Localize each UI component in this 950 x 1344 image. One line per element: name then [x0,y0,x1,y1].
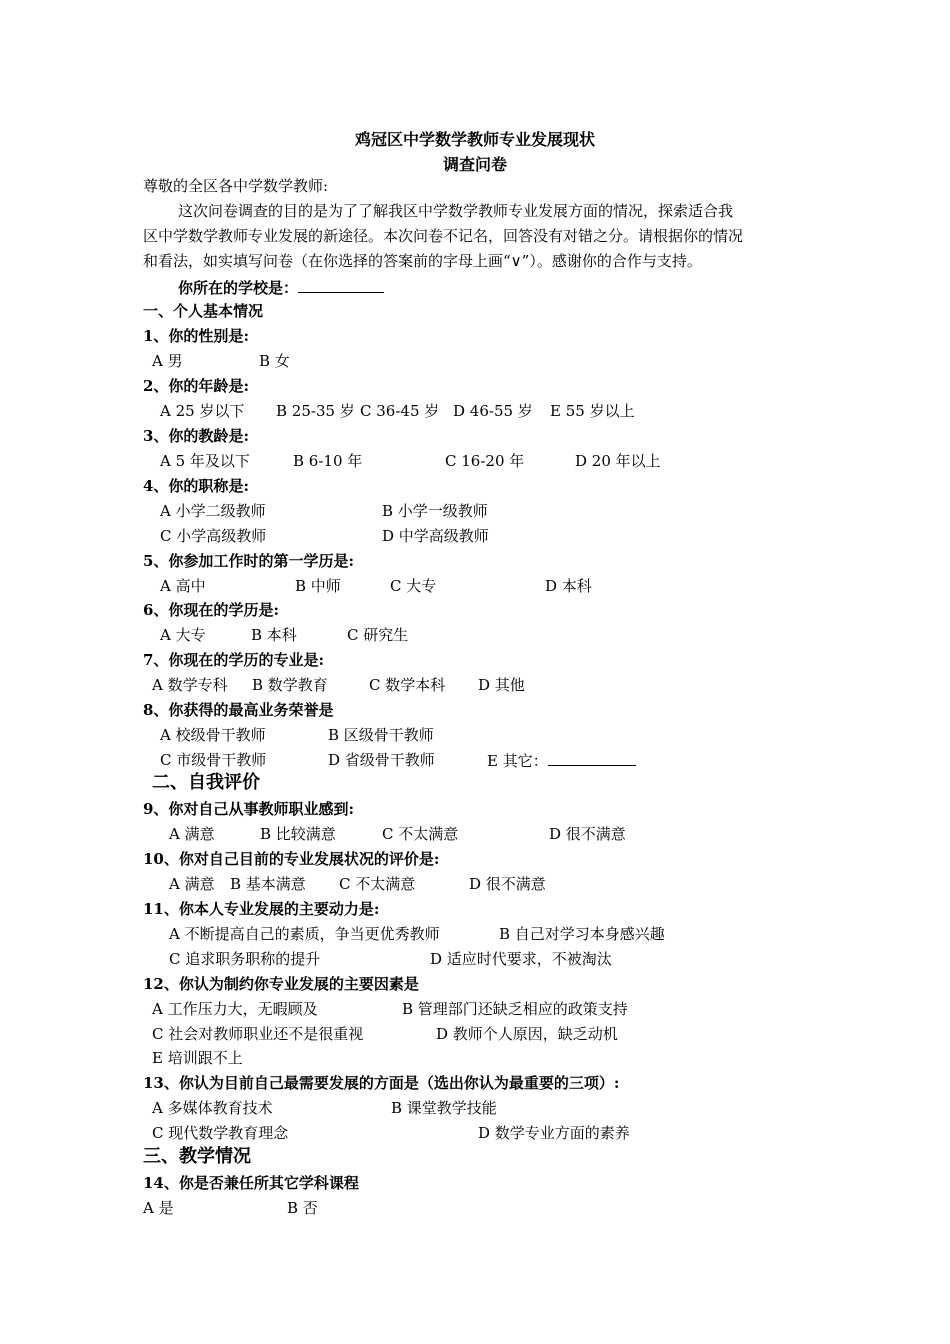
section-2-heading: 二、自我评价 [152,772,260,793]
q9-option-d[interactable]: D 很不满意 [549,825,626,843]
question-14: 14、你是否兼任所其它学科课程 [143,1174,359,1192]
q5-option-a[interactable]: A 高中 [160,577,206,595]
q8-option-c[interactable]: C 市级骨干教师 [160,751,267,769]
q5-option-c[interactable]: C 大专 [390,577,437,595]
q5-option-b[interactable]: B 中师 [295,577,341,595]
question-1: 1、你的性别是: [143,327,249,345]
question-9: 9、你对自己从事教师职业感到: [143,800,354,818]
q3-option-d[interactable]: D 20 年以上 [575,452,661,470]
q6-option-c[interactable]: C 研究生 [347,626,409,644]
section-3-heading: 三、教学情况 [143,1146,251,1167]
q2-option-e[interactable]: E 55 岁以上 [550,402,635,420]
q11-option-d[interactable]: D 适应时代要求，不被淘汰 [430,950,612,968]
q12-option-b[interactable]: B 管理部门还缺乏相应的政策支持 [402,1000,628,1018]
q6-option-a[interactable]: A 大专 [160,626,206,644]
intro-line-2: 区中学数学教师专业发展的新途径。本次问卷不记名，回答没有对错之分。请根据你的情况 [143,227,744,245]
q2-option-c[interactable]: C 36-45 岁 [360,402,440,420]
question-7: 7、你现在的学历的专业是: [143,651,324,669]
q9-option-c[interactable]: C 不太满意 [382,825,459,843]
title-line-2: 调查问卷 [442,155,507,174]
q8-option-e[interactable] [487,751,636,770]
q4-option-c[interactable]: C 小学高级教师 [160,527,267,545]
q2-option-d[interactable]: D 46-55 岁 [453,402,533,420]
q12-option-a[interactable]: A 工作压力大，无暇顾及 [152,1000,318,1018]
q4-option-d[interactable]: D 中学高级教师 [382,527,489,545]
question-5: 5、你参加工作时的第一学历是: [143,552,354,570]
question-8: 8、你获得的最高业务荣誉是 [143,701,334,719]
intro-line-3: 和看法，如实填写问卷（在你选择的答案前的字母上画“∨”）。感谢你的合作与支持。 [143,252,702,270]
q9-option-a[interactable]: A 满意 [169,825,215,843]
q7-option-d[interactable]: D 其他 [478,676,525,694]
q7-option-b[interactable]: B 数学教育 [252,676,328,694]
q13-option-b[interactable]: B 课堂教学技能 [391,1099,497,1117]
q7-option-c[interactable]: C 数学本科 [369,676,446,694]
q5-option-d[interactable]: D 本科 [545,577,592,595]
q13-option-a[interactable]: A 多媒体教育技术 [152,1099,273,1117]
section-1-heading: 一、个人基本情况 [143,302,264,320]
title-line-1: 鸡冠区中学数学教师专业发展现状 [354,130,595,149]
q3-option-a[interactable]: A 5 年及以下 [160,452,250,470]
q8-option-e-label: E 其它： [487,752,548,770]
q1-option-b[interactable]: B 女 [259,352,290,370]
q12-option-d[interactable]: D 教师个人原因，缺乏动机 [436,1025,618,1043]
q11-option-c[interactable]: C 追求职务职称的提升 [169,950,321,968]
intro-line-1: 这次问卷调查的目的是为了了解我区中学数学教师专业发展方面的情况，探索适合我 [178,202,734,220]
question-6: 6、你现在的学历是: [143,601,279,619]
q3-option-c[interactable]: C 16-20 年 [445,452,525,470]
q8-option-b[interactable]: B 区级骨干教师 [328,726,434,744]
q8-option-d[interactable]: D 省级骨干教师 [328,751,435,769]
q13-option-d[interactable]: D 数学专业方面的素养 [478,1124,630,1142]
question-13: 13、你认为目前自己最需要发展的方面是（选出你认为最重要的三项）: [143,1074,620,1092]
q8-option-a[interactable]: A 校级骨干教师 [160,726,266,744]
question-4: 4、你的职称是: [143,477,249,495]
q9-option-b[interactable]: B 比较满意 [260,825,336,843]
school-blank[interactable] [298,278,384,293]
school-label: 你所在的学校是： [178,279,299,297]
q14-option-b[interactable]: B 否 [287,1199,318,1217]
question-10: 10、你对自己目前的专业发展状况的评价是: [143,850,440,868]
q2-option-b[interactable]: B 25-35 岁 [276,402,355,420]
question-11: 11、你本人专业发展的主要动力是: [143,900,380,918]
q12-option-c[interactable]: C 社会对教师职业还不是很重视 [152,1025,364,1043]
q11-option-b[interactable]: B 自己对学习本身感兴趣 [499,925,665,943]
q8-other-blank[interactable] [548,751,636,766]
q10-option-b[interactable]: B 基本满意 [230,875,306,893]
q4-option-a[interactable]: A 小学二级教师 [160,502,266,520]
q3-option-b[interactable]: B 6-10 年 [293,452,363,470]
q10-option-a[interactable]: A 满意 [169,875,215,893]
q1-option-a[interactable]: A 男 [152,352,183,370]
q7-option-a[interactable]: A 数学专科 [152,676,228,694]
q13-option-c[interactable]: C 现代数学教育理念 [152,1124,289,1142]
q10-option-d[interactable]: D 很不满意 [469,875,546,893]
question-2: 2、你的年龄是: [143,377,249,395]
salutation: 尊敬的全区各中学数学教师: [143,177,329,195]
question-3: 3、你的教龄是: [143,427,249,445]
question-12: 12、你认为制约你专业发展的主要因素是 [143,975,419,993]
q14-option-a[interactable]: A 是 [143,1199,174,1217]
q11-option-a[interactable]: A 不断提高自己的素质，争当更优秀教师 [169,925,440,943]
q10-option-c[interactable]: C 不太满意 [339,875,416,893]
school-field [178,278,384,297]
q12-option-e[interactable]: E 培训跟不上 [152,1049,243,1067]
q2-option-a[interactable]: A 25 岁以下 [160,402,245,420]
q4-option-b[interactable]: B 小学一级教师 [382,502,488,520]
q6-option-b[interactable]: B 本科 [251,626,297,644]
